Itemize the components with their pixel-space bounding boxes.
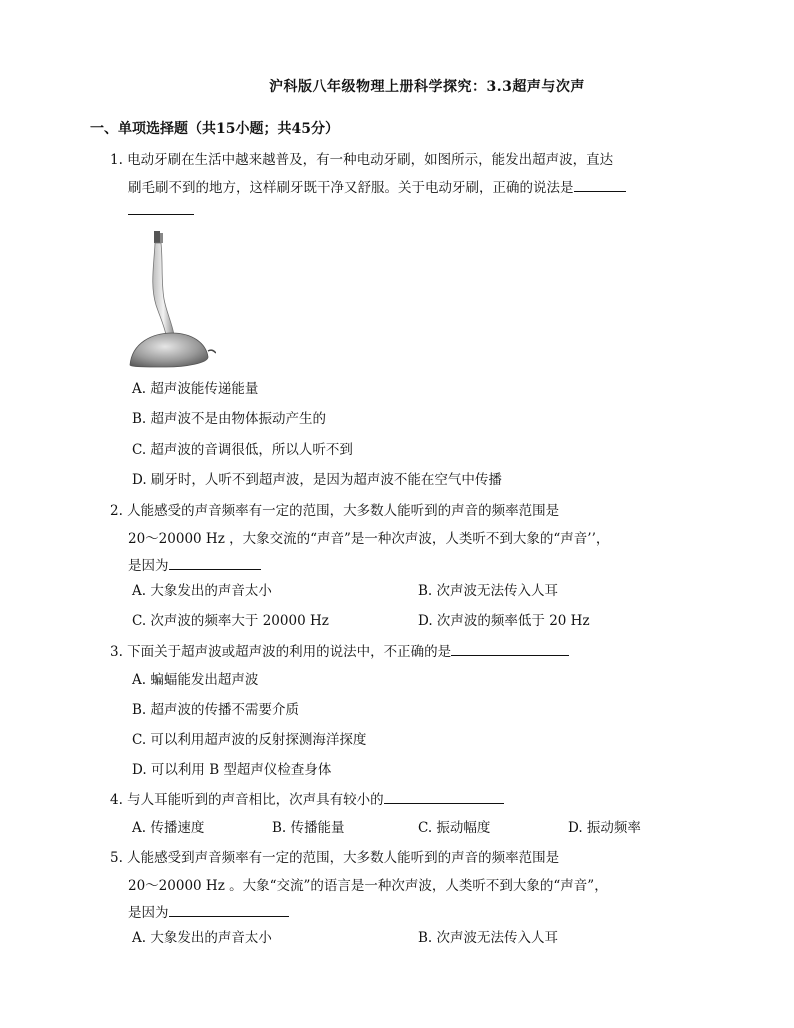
q4-option-a[interactable]: A. 传播速度 — [132, 820, 205, 836]
q1-option-b[interactable]: B. 超声波不是由物体振动产生的 — [132, 411, 327, 427]
answer-blank[interactable] — [169, 555, 261, 570]
q2-stem-line3: 是因为 — [128, 554, 261, 574]
q5-option-b[interactable]: B. 次声波无法传入人耳 — [418, 930, 559, 946]
q1-blank-continued[interactable] — [128, 200, 194, 219]
answer-blank[interactable] — [384, 789, 504, 804]
q5-stem-line2: 20～20000 Hz 。大象“交流”的语言是一种次声波，人类听不到大象的“声音”， — [128, 878, 608, 894]
q3-option-c[interactable]: C. 可以利用超声波的反射探测海洋探度 — [132, 732, 367, 748]
q3-option-d[interactable]: D. 可以利用 B 型超声仪检查身体 — [132, 762, 332, 778]
q4-option-c[interactable]: C. 振动幅度 — [418, 820, 491, 836]
q5-stem-line3: 是因为 — [128, 901, 289, 921]
q2-option-a[interactable]: A. 大象发出的声音太小 — [132, 583, 272, 599]
q4-option-b[interactable]: B. 传播能量 — [272, 820, 345, 836]
q2-stem-line2: 20～20000 Hz ，大象交流的“声音”是一种次声波，人类听不到大象的“声音’’， — [128, 531, 610, 547]
q2-option-c[interactable]: C. 次声波的频率大于 20000 Hz — [132, 613, 329, 629]
answer-blank[interactable] — [169, 902, 289, 917]
q3-stem: 3. 下面关于超声波或超声波的利用的说法中，不正确的是 — [110, 640, 569, 660]
q5-option-a[interactable]: A. 大象发出的声音太小 — [132, 930, 272, 946]
answer-blank[interactable] — [451, 641, 569, 656]
q1-stem-line2: 刷毛刷不到的地方，这样刷牙既干净又舒服。关于电动牙刷，正确的说法是 — [128, 176, 626, 196]
q5-stem-line1: 5. 人能感受到声音频率有一定的范围，大多数人能听到的声音的频率范围是 — [110, 850, 560, 866]
page-title: 沪科版八年级物理上册科学探究：3.3超声与次声 — [269, 79, 585, 95]
electric-toothbrush-image — [126, 225, 216, 370]
q3-option-a[interactable]: A. 蝙蝠能发出超声波 — [132, 672, 259, 688]
q1-stem-line1: 1. 电动牙刷在生活中越来越普及，有一种电动牙刷，如图所示，能发出超声波，直达 — [110, 152, 614, 168]
q2-option-d[interactable]: D. 次声波的频率低于 20 Hz — [418, 613, 590, 629]
q1-option-a[interactable]: A. 超声波能传递能量 — [132, 381, 259, 397]
q4-option-d[interactable]: D. 振动频率 — [568, 820, 641, 836]
q3-option-b[interactable]: B. 超声波的传播不需要介质 — [132, 702, 300, 718]
answer-blank[interactable] — [574, 177, 626, 192]
q2-option-b[interactable]: B. 次声波无法传入人耳 — [418, 583, 559, 599]
q1-option-c[interactable]: C. 超声波的音调很低，所以人听不到 — [132, 442, 353, 458]
section-heading: 一、单项选择题（共15小题；共45分） — [90, 121, 339, 137]
q1-option-d[interactable]: D. 刷牙时，人听不到超声波，是因为超声波不能在空气中传播 — [132, 472, 502, 488]
q4-stem: 4. 与人耳能听到的声音相比，次声具有较小的 — [110, 788, 504, 808]
q2-stem-line1: 2. 人能感受的声音频率有一定的范围，大多数人能听到的声音的频率范围是 — [110, 503, 560, 519]
